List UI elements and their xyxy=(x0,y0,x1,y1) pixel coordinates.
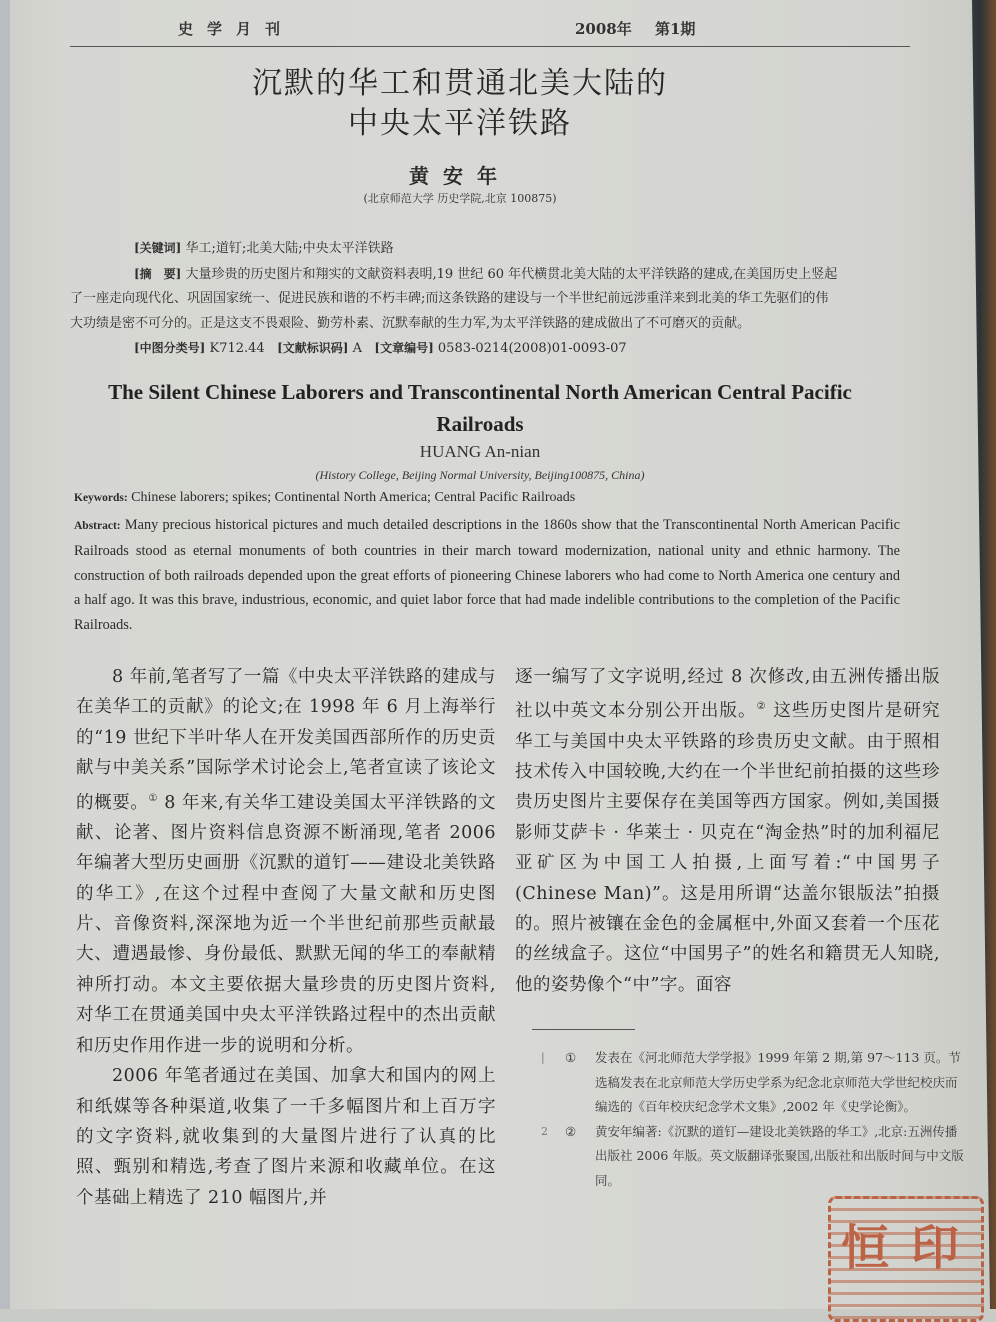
article-no-label: [文章编号] xyxy=(374,341,434,355)
title-en: The Silent Chinese Laborers and Transcontinental North American Central Pacific Railroads xyxy=(108,380,852,436)
para1-text-b: 8 年来,有关华工建设美国太平洋铁路的文献、论著、图片资料信息资源不断涌现,笔者 2006 年编著大型历史画册《沉默的道钉——建设北美铁路的华工》,在这个过程中查阅了大量文献和历史图片、音像资料,深深地为近一个半世纪前那些贡献最大、遭遇最惨、身份最低、默默无闻的华工的奉献精神所打动。本文主要依据大量珍贵的历史图片资料,对华工在贯通美国中央太平洋铁路过程中的杰出贡献和历史作用作进一步的说明和分析。 xyxy=(76,792,496,1056)
footnote-marker: ① xyxy=(565,1050,577,1065)
abstract-en xyxy=(74,513,900,638)
issue-number: 2008年 第1期 xyxy=(575,20,696,38)
classification-value: K712.44 xyxy=(209,341,265,356)
abstract-en-text: Many precious historical pictures and much detailed descriptions in the 1860s show that the Transcontinental North American Pacific Railroads stood as eternal monuments of both countries in their march toward modernization, national unity and ethnic harmony. The construction of both railroads depended upon the great efforts of pioneering Chinese laborers who had come to North America one century and a half ago. It was this brave, industrious, economic, and quiet labor force that had made indelible contributions to the completion of the Pacific Railroads. xyxy=(74,517,900,634)
footnote-1 xyxy=(541,1046,967,1120)
footnote-divider xyxy=(532,1029,635,1030)
body-column-left xyxy=(76,662,496,1213)
keywords-cn-line xyxy=(70,236,840,262)
abstract-cn-first: 大量珍贵的历史图片和翔实的文献资料表明,19 世纪 60 年代横贯北美大陆的太平洋铁路的 xyxy=(185,266,704,282)
footnote-text: 发表在《河北师范大学学报》1999 年第 2 期,第 97～113 页。节选稿发表在北京师范大学历史学系为纪念北京师范大学世纪校庆而编选的《百年校庆纪念学术文集》,2002 年《史学论衡》。 xyxy=(595,1050,961,1114)
doc-code-value: A xyxy=(352,341,362,356)
para2-text: 2006 年笔者通过在美国、加拿大和国内的网上和纸媒等各种渠道,收集了一千多幅图片和上百万字的文字资料,就收集到的大量图片进行了认真的比照、甄别和精选,考查了图片来源和收藏单位。在这个基础上精选了 210 幅图片,并 xyxy=(76,1066,496,1208)
para2-cont-text-b: 这些历史图片是研究华工与美国中央太平铁路的珍贵历史文献。由于照相技术传入中国较晚,大约在一个半世纪前拍摄的这些珍贵历史图片主要保存在美国等西方国家。例如,美国摄影师艾萨卡 · 华莱士 · 贝克在“淘金热”时的加利福尼亚矿区为中国工人拍摄,上面写着:“中国男子(Chinese Man)”。这是用所谓“达盖尔银版法”拍摄的。照片被镶在金色的金属框中,外面又套着一个压花的丝绒盒子。这位“中国男子”的姓名和籍贯无人知晓,他的姿势像个“中”字。面容 xyxy=(515,701,941,995)
journal-name: 史学月刊 xyxy=(178,20,295,38)
abstract-block-cn xyxy=(70,236,840,362)
footnote-ref-2[interactable]: ② xyxy=(756,701,767,713)
page-left-edge xyxy=(0,0,10,1309)
title-cn-line2: 中央太平洋铁路 xyxy=(348,106,572,141)
affiliation-cn: (北京师范大学 历史学院,北京 100875) xyxy=(363,192,557,205)
body-paragraph-2 xyxy=(76,1061,496,1213)
journal-page xyxy=(10,0,970,1309)
seal-glyph-left: 恒 xyxy=(841,1220,890,1276)
footnote-2 xyxy=(541,1120,967,1194)
abstract-cn-rest: 建成,在美国历史上竖起了一座走向现代化、巩固国家统一、促进民族和谐的不朽丰碑;而这条铁路的建设与一个半世纪前远涉重洋来到北美的华工先驱们的伟大功绩是密不可分的。正是这支不畏艰险、勤劳朴素、沉默奉献的生力军,为太平洋铁路的建成做出了不可磨灭的贡献。 xyxy=(70,266,838,331)
footnote-text: 黄安年编著:《沉默的道钉—建设北美铁路的华工》,北京:五洲传播出版社 2006 年版。英文版翻译张聚国,出版社和出版时间与中文版同。 xyxy=(595,1123,964,1188)
red-seal-stamp-icon xyxy=(828,1196,984,1322)
running-header xyxy=(70,12,910,47)
footnotes xyxy=(541,1046,967,1193)
body-paragraph-2-continued xyxy=(515,662,940,1000)
para1-text-a: 8 年前,笔者写了一篇《中央太平洋铁路的建成与在美华工的贡献》的论文;在 1998 年 6 月上海举行的“19 世纪下半叶华人在开发美国西部所作的历史贡献与中美关系”国际学术讨论会上,笔者宣读了该论文的概要。 xyxy=(76,667,496,813)
para2-cont-text-a: 逐一编写了文字说明,经过 8 次修改,由五洲传播出版社以中英文本分别公开出版。 xyxy=(515,667,940,722)
title-cn-line1: 沉默的华工和贯通北美大陆的 xyxy=(252,66,668,101)
affiliation-en: (History College, Beijing Normal University, Beijing100875, China) xyxy=(315,468,645,482)
author-en: HUANG An-nian xyxy=(419,442,541,461)
author-cn: 黄安年 xyxy=(409,164,511,188)
margin-mark: 2 xyxy=(541,1124,548,1138)
keywords-cn: 华工;道钉;北美大陆;中央太平洋铁路 xyxy=(185,241,394,256)
article-no-value: 0583-0214(2008)01-0093-07 xyxy=(437,341,627,356)
abstract-label-en: Abstract: xyxy=(74,520,121,532)
footnote-ref-1[interactable]: ① xyxy=(148,792,159,804)
classification-label: [中图分类号] xyxy=(134,341,206,355)
keywords-label-en: Keywords: xyxy=(74,492,128,504)
keywords-en: Chinese laborers; spikes; Continental North America; Central Pacific Railroads xyxy=(131,490,576,505)
body-paragraph-1 xyxy=(76,662,496,1061)
abstract-label-cn: [摘 要] xyxy=(134,266,182,281)
keywords-label-cn: [关键词] xyxy=(134,241,182,255)
margin-mark: | xyxy=(541,1051,545,1064)
seal-glyph-right: 印 xyxy=(911,1220,960,1276)
body-column-right xyxy=(515,662,940,1000)
doc-code-label: [文献标识码] xyxy=(277,341,349,355)
classification-line xyxy=(70,336,840,362)
abstract-cn xyxy=(70,262,840,337)
keywords-en-line xyxy=(74,490,904,506)
footnote-marker: ② xyxy=(565,1123,577,1139)
